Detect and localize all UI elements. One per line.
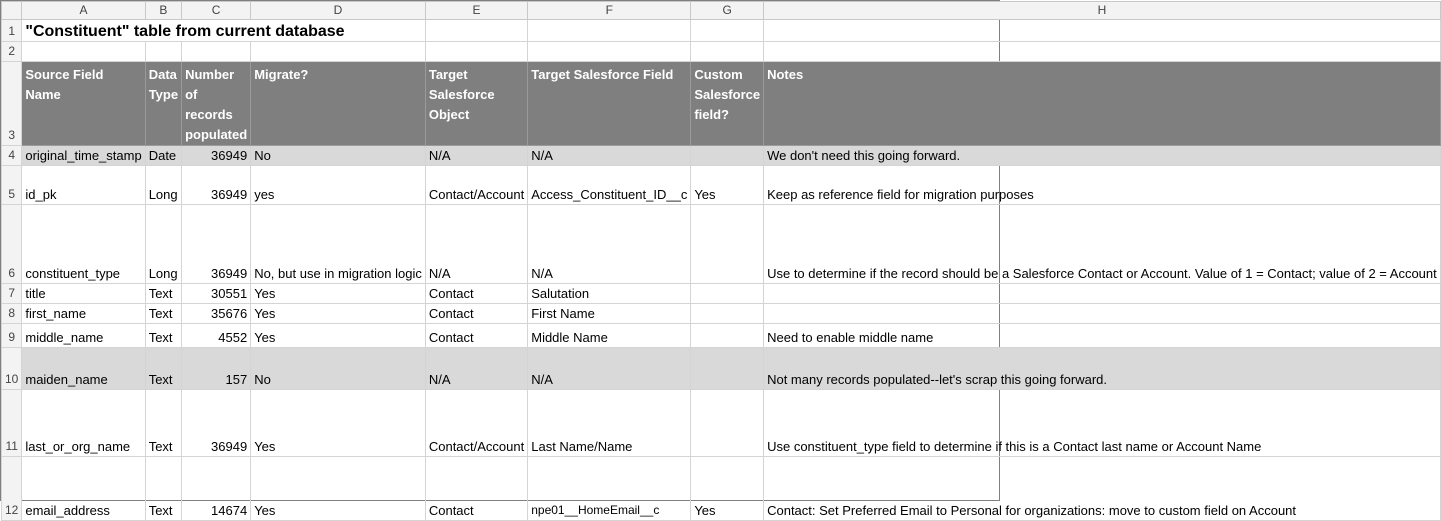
header-source-field-name[interactable]: Source Field Name xyxy=(22,62,145,146)
table-row xyxy=(2,205,1441,284)
cell-notes[interactable]: We don't need this going forward. xyxy=(764,146,1441,166)
cell-target-object[interactable]: Contact xyxy=(425,457,527,521)
column-header-c[interactable]: C xyxy=(182,2,251,20)
cell-e1[interactable] xyxy=(425,20,527,42)
select-all-corner[interactable] xyxy=(2,2,22,20)
column-header-a[interactable]: A xyxy=(22,2,145,20)
cell-custom-field[interactable] xyxy=(691,304,764,324)
cell-notes[interactable]: Not many records populated--let's scrap this going forward. xyxy=(764,348,1441,390)
cell-record-count[interactable]: 35676 xyxy=(182,304,251,324)
cell-record-count[interactable]: 36949 xyxy=(182,166,251,205)
sheet-row-3-headers xyxy=(2,62,1441,146)
cell-notes[interactable]: Need to enable middle name xyxy=(764,324,1441,348)
cell-d2[interactable] xyxy=(251,42,426,62)
cell-e2[interactable] xyxy=(425,42,527,62)
column-header-e[interactable]: E xyxy=(425,2,527,20)
cell-source-field[interactable]: original_time_stamp xyxy=(22,146,145,166)
cell-migrate[interactable]: yes xyxy=(251,166,426,205)
column-header-b[interactable]: B xyxy=(145,2,181,20)
cell-target-object[interactable]: Contact xyxy=(425,324,527,348)
cell-data-type[interactable]: Text xyxy=(145,304,181,324)
cell-notes[interactable]: Contact: Set Preferred Email to Personal for organizations: move to custom field on Account xyxy=(764,457,1441,521)
header-target-object[interactable]: Target Salesforce Object xyxy=(425,62,527,146)
cell-data-type[interactable]: Text xyxy=(145,284,181,304)
cell-source-field[interactable]: last_or_org_name xyxy=(22,390,145,457)
cell-source-field[interactable]: id_pk xyxy=(22,166,145,205)
cell-data-type[interactable]: Long xyxy=(145,205,181,284)
row-header-7[interactable]: 7 xyxy=(2,284,22,304)
row-header-11[interactable]: 11 xyxy=(2,390,22,457)
header-number-of-records[interactable]: Number of records populated xyxy=(182,62,251,146)
cell-f2[interactable] xyxy=(528,42,691,62)
cell-target-field[interactable]: Last Name/Name xyxy=(528,390,691,457)
cell-record-count[interactable]: 36949 xyxy=(182,390,251,457)
cell-target-field[interactable]: npe01__HomeEmail__c xyxy=(528,457,691,521)
cell-migrate[interactable]: Yes xyxy=(251,324,426,348)
row-header-1[interactable]: 1 xyxy=(2,20,22,42)
cell-custom-field[interactable] xyxy=(691,348,764,390)
header-migrate[interactable]: Migrate? xyxy=(251,62,426,146)
cell-custom-field[interactable] xyxy=(691,284,764,304)
row-header-12[interactable]: 12 xyxy=(2,457,22,521)
cell-target-object[interactable]: Contact xyxy=(425,304,527,324)
column-header-g[interactable]: G xyxy=(691,2,764,20)
cell-target-field[interactable]: N/A xyxy=(528,205,691,284)
header-target-field[interactable]: Target Salesforce Field xyxy=(528,62,691,146)
sheet-row-2 xyxy=(2,42,1441,62)
table-row xyxy=(2,304,1441,324)
cell-custom-field[interactable]: Yes xyxy=(691,166,764,205)
cell-target-field[interactable]: Middle Name xyxy=(528,324,691,348)
column-header-d[interactable]: D xyxy=(251,2,426,20)
table-row xyxy=(2,390,1441,457)
header-data-type[interactable]: Data Type xyxy=(145,62,181,146)
cell-h2[interactable] xyxy=(764,42,1441,62)
cell-migrate[interactable]: Yes xyxy=(251,284,426,304)
cell-notes[interactable]: Use constituent_type field to determine if this is a Contact last name or Account Name xyxy=(764,390,1441,457)
cell-record-count[interactable]: 157 xyxy=(182,348,251,390)
sheet-row-1 xyxy=(2,20,1441,42)
header-custom-field[interactable]: Custom Salesforce field? xyxy=(691,62,764,146)
cell-notes[interactable]: Use to determine if the record should be a Salesforce Contact or Account. Value of 1 = Contact; value of 2 = Account xyxy=(764,205,1441,284)
cell-a2[interactable] xyxy=(22,42,145,62)
cell-target-object[interactable]: N/A xyxy=(425,146,527,166)
cell-target-field[interactable]: Salutation xyxy=(528,284,691,304)
cell-custom-field[interactable] xyxy=(691,390,764,457)
table-row xyxy=(2,284,1441,304)
table-title[interactable]: "Constituent" table from current database xyxy=(22,20,425,42)
table-row xyxy=(2,324,1441,348)
row-header-10[interactable]: 10 xyxy=(2,348,22,390)
cell-source-field[interactable]: constituent_type xyxy=(22,205,145,284)
cell-data-type[interactable]: Date xyxy=(145,146,181,166)
table-row xyxy=(2,146,1441,166)
cell-target-object[interactable]: Contact/Account xyxy=(425,166,527,205)
cell-notes[interactable] xyxy=(764,284,1441,304)
cell-record-count[interactable]: 4552 xyxy=(182,324,251,348)
cell-b2[interactable] xyxy=(145,42,181,62)
cell-migrate[interactable]: No xyxy=(251,146,426,166)
cell-notes[interactable]: Keep as reference field for migration purposes xyxy=(764,166,1441,205)
cell-target-field[interactable]: N/A xyxy=(528,348,691,390)
cell-target-object[interactable]: N/A xyxy=(425,205,527,284)
spreadsheet-grid xyxy=(1,1,1441,521)
cell-target-field[interactable]: N/A xyxy=(528,146,691,166)
cell-target-object[interactable]: N/A xyxy=(425,348,527,390)
cell-g1[interactable] xyxy=(691,20,764,42)
cell-target-object[interactable]: Contact/Account xyxy=(425,390,527,457)
row-header-8[interactable]: 8 xyxy=(2,304,22,324)
row-header-5[interactable]: 5 xyxy=(2,166,22,205)
table-row xyxy=(2,348,1441,390)
cell-target-field[interactable]: Access_Constituent_ID__c xyxy=(528,166,691,205)
column-header-row xyxy=(2,2,1441,20)
row-header-2[interactable]: 2 xyxy=(2,42,22,62)
cell-f1[interactable] xyxy=(528,20,691,42)
cell-custom-field[interactable] xyxy=(691,146,764,166)
cell-custom-field[interactable] xyxy=(691,205,764,284)
cell-source-field[interactable]: maiden_name xyxy=(22,348,145,390)
column-header-f[interactable]: F xyxy=(528,2,691,20)
cell-migrate[interactable]: Yes xyxy=(251,390,426,457)
cell-source-field[interactable]: email_address xyxy=(22,457,145,521)
cell-record-count[interactable]: 36949 xyxy=(182,205,251,284)
cell-c2[interactable] xyxy=(182,42,251,62)
cell-data-type[interactable]: Long xyxy=(145,166,181,205)
cell-custom-field[interactable] xyxy=(691,324,764,348)
cell-custom-field[interactable]: Yes xyxy=(691,457,764,521)
row-header-3[interactable]: 3 xyxy=(2,62,22,146)
cell-target-field[interactable]: First Name xyxy=(528,304,691,324)
cell-notes[interactable] xyxy=(764,304,1441,324)
cell-source-field[interactable]: title xyxy=(22,284,145,304)
cell-h1[interactable] xyxy=(764,20,1441,42)
cell-record-count[interactable]: 14674 xyxy=(182,457,251,521)
cell-record-count[interactable]: 30551 xyxy=(182,284,251,304)
cell-data-type[interactable]: Text xyxy=(145,348,181,390)
row-header-9[interactable]: 9 xyxy=(2,324,22,348)
cell-migrate[interactable]: Yes xyxy=(251,457,426,521)
row-header-6[interactable]: 6 xyxy=(2,205,22,284)
cell-migrate[interactable]: No, but use in migration logic xyxy=(251,205,426,284)
cell-source-field[interactable]: middle_name xyxy=(22,324,145,348)
header-notes[interactable]: Notes xyxy=(764,62,1441,146)
cell-data-type[interactable]: Text xyxy=(145,457,181,521)
table-row xyxy=(2,457,1441,521)
cell-migrate[interactable]: Yes xyxy=(251,304,426,324)
cell-record-count[interactable]: 36949 xyxy=(182,146,251,166)
cell-g2[interactable] xyxy=(691,42,764,62)
cell-source-field[interactable]: first_name xyxy=(22,304,145,324)
cell-data-type[interactable]: Text xyxy=(145,324,181,348)
cell-target-object[interactable]: Contact xyxy=(425,284,527,304)
table-row xyxy=(2,166,1441,205)
row-header-4[interactable]: 4 xyxy=(2,146,22,166)
cell-data-type[interactable]: Text xyxy=(145,390,181,457)
cell-migrate[interactable]: No xyxy=(251,348,426,390)
column-header-h[interactable]: H xyxy=(764,2,1441,20)
